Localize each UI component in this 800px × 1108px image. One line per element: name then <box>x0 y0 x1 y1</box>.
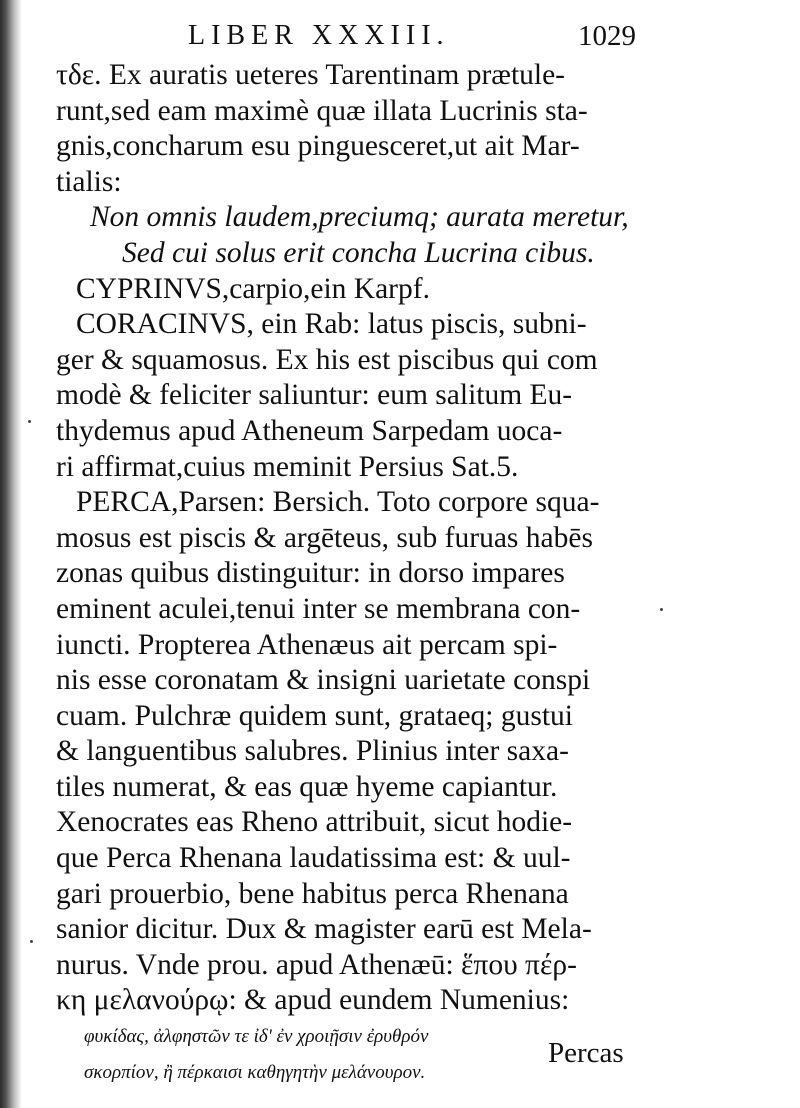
greek-verse-line: σκορπίον, ἢ πέρκαισι καθηγητὴν μελάνουρον. <box>84 1061 426 1083</box>
ink-speck <box>660 608 663 611</box>
catchword: Percas <box>548 1037 624 1069</box>
ink-speck <box>28 420 31 423</box>
text-line: Xenocrates eas Rheno attribuit, sicut hodie- <box>56 806 573 839</box>
text-line: zonas quibus distinguitur: in dorso impares <box>56 557 565 590</box>
text-line: nis esse coronatam & insigni uarietate conspi <box>56 664 591 697</box>
text-line: gnis,concharum esu pinguesceret,ut ait Mar- <box>56 130 580 163</box>
ink-speck <box>30 940 33 943</box>
running-head <box>0 20 800 60</box>
entry-heading-line: PERCA,Parsen: Bersich. Toto corpore squa- <box>76 486 600 519</box>
entry-heading-line: CORACINVS, ein Rab: latus piscis, subni- <box>76 308 587 341</box>
text-line: que Perca Rhenana laudatissima est: & uul- <box>56 842 571 875</box>
running-head-title: LIBER XXXIII. <box>188 20 450 51</box>
text-line: iuncti. Propterea Athenæus ait percam spi- <box>56 628 558 661</box>
verse-line: Sed cui solus erit concha Lucrina cibus. <box>122 236 595 269</box>
body-text <box>56 58 646 1090</box>
text-line: thydemus apud Atheneum Sarpedam uoca- <box>56 414 563 447</box>
greek-verse-line: φυκίδας, ἀλφηστῶν τε ἰδ' ἐν χροιῇσιν ἐρυθρόν <box>84 1026 429 1048</box>
verse-line: Non omnis laudem,preciumq; aurata meretur, <box>90 201 629 234</box>
text-line: ri affirmat,cuius meminit Persius Sat.5. <box>56 450 519 483</box>
text-line: nurus. Vnde prou. apud Athenæū: ἕπου πέρ- <box>56 948 577 981</box>
text-line: cuam. Pulchræ quidem sunt, grataeq; gustui <box>56 699 573 732</box>
text-line: mosus est piscis & argēteus, sub furuas habēs <box>56 521 593 554</box>
text-line: τδε. Ex auratis ueteres Tarentinam prætule- <box>56 59 566 91</box>
page-gutter-shadow <box>0 0 22 1108</box>
text-line: & languentibus salubres. Plinius inter saxa- <box>56 735 569 768</box>
text-line: gari prouerbio, bene habitus perca Rhenana <box>56 877 569 910</box>
text-line: tialis: <box>56 165 122 198</box>
text-line: tiles numerat, & eas quæ hyeme capiantur. <box>56 770 558 803</box>
text-line: sanior dicitur. Dux & magister earū est Mela- <box>56 913 592 946</box>
entry-heading-line: CYPRINVS,carpio,ein Karpf. <box>76 272 430 305</box>
text-line: κη μελανούρῳ: & apud eundem Numenius: <box>56 984 570 1017</box>
text-line: eminent aculei,tenui inter se membrana con- <box>56 592 581 625</box>
page-number: 1029 <box>578 20 636 52</box>
text-line: modè & feliciter saliuntur: eum salitum Eu- <box>56 379 573 412</box>
text-line: ger & squamosus. Ex his est piscibus qui com <box>56 343 598 376</box>
text-line: runt,sed eam maximè quæ illata Lucrinis sta- <box>56 94 588 127</box>
